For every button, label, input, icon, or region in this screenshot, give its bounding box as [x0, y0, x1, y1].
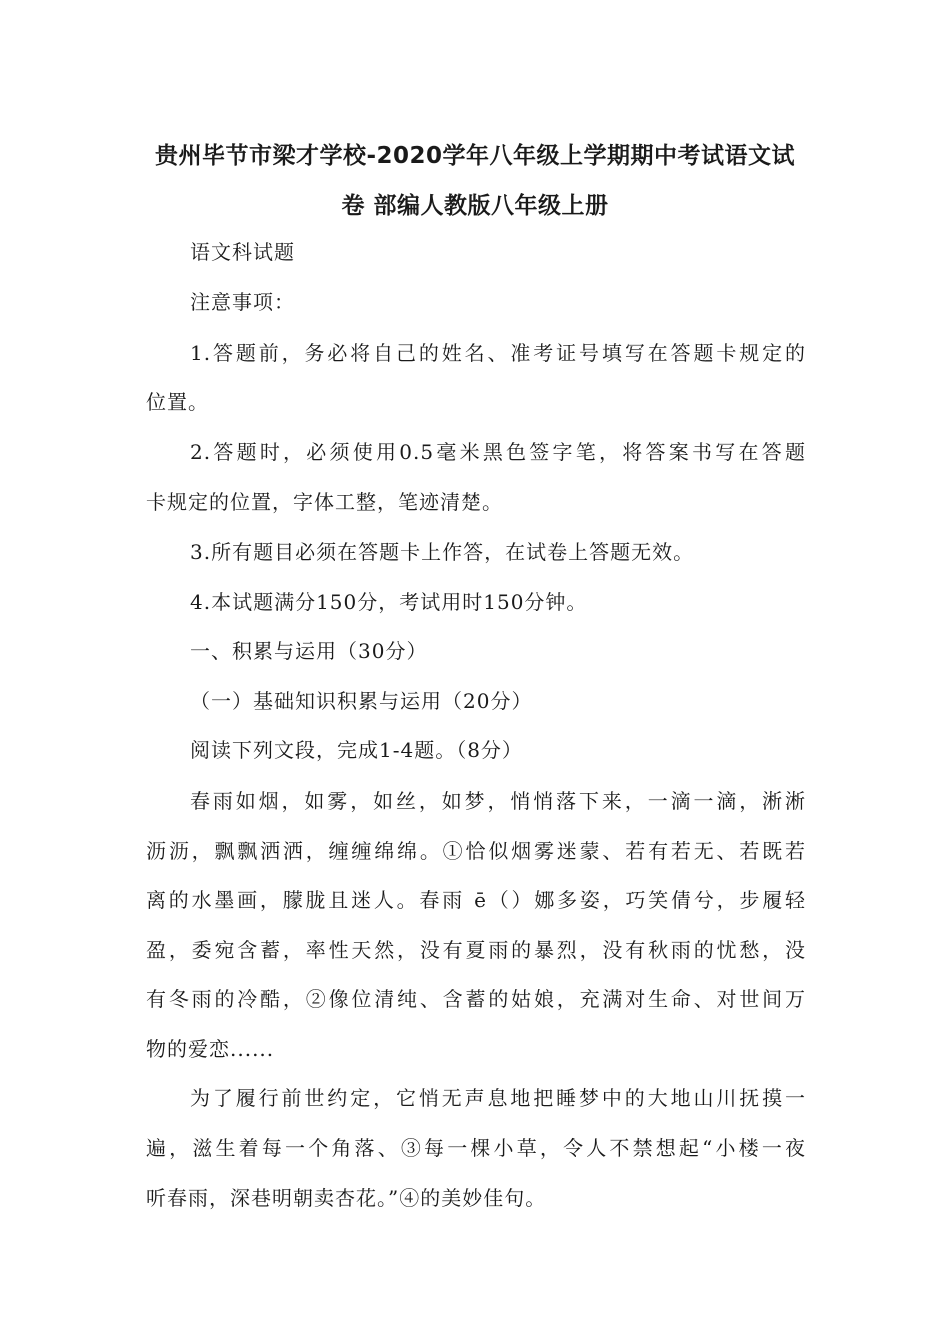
note-2-line-1: 2.答题时，必须使用0.5毫米黑色签字笔，将答案书写在答题	[190, 440, 806, 464]
subject-heading: 语文科试题	[190, 240, 295, 264]
passage-1-line-5: 有冬雨的冷酷，②像位清纯、含蓄的姑娘，充满对生命、对世间万	[146, 987, 806, 1011]
passage-2-line-3: 听春雨，深巷明朝卖杏花。”④的美妙佳句。	[146, 1186, 547, 1210]
note-1-line-2: 位置。	[146, 390, 209, 414]
document-title-line-1: 贵州毕节市梁才学校-2020学年八年级上学期期中考试语文试	[154, 143, 796, 169]
notice-heading: 注意事项：	[190, 290, 295, 314]
passage-2-line-2: 遍，滋生着每一个角落、③每一棵小草，令人不禁想起“小楼一夜	[146, 1136, 806, 1160]
passage-2-line-1: 为了履行前世约定，它悄无声息地把睡梦中的大地山川抚摸一	[190, 1086, 806, 1110]
note-1-line-1: 1.答题前，务必将自己的姓名、准考证号填写在答题卡规定的	[190, 341, 806, 365]
passage-1-line-3: 离的水墨画，朦胧且迷人。春雨 ē（）娜多姿，巧笑倩兮，步履轻	[146, 888, 806, 912]
document-title-line-2: 卷 部编人教版八年级上册	[341, 193, 609, 219]
subsection-1-heading: （一）基础知识积累与运用（20分）	[190, 689, 533, 713]
passage-1-line-1: 春雨如烟，如雾，如丝，如梦，悄悄落下来，一滴一滴，淅淅	[190, 789, 806, 813]
passage-1-line-4: 盈，委宛含蓄，率性天然，没有夏雨的暴烈，没有秋雨的忧愁，没	[146, 938, 806, 962]
note-2-line-2: 卡规定的位置，字体工整，笔迹清楚。	[146, 490, 503, 514]
passage-1-line-6: 物的爱恋......	[146, 1037, 275, 1061]
section-1-heading: 一、积累与运用（30分）	[190, 639, 428, 663]
note-3: 3.所有题目必须在答题卡上作答，在试卷上答题无效。	[190, 540, 695, 564]
note-4: 4.本试题满分150分，考试用时150分钟。	[190, 590, 588, 614]
reading-instruction: 阅读下列文段，完成1-4题。（8分）	[190, 738, 523, 762]
passage-1-line-2: 沥沥，飘飘洒洒，缠缠绵绵。①恰似烟雾迷蒙、若有若无、若既若	[146, 839, 806, 863]
